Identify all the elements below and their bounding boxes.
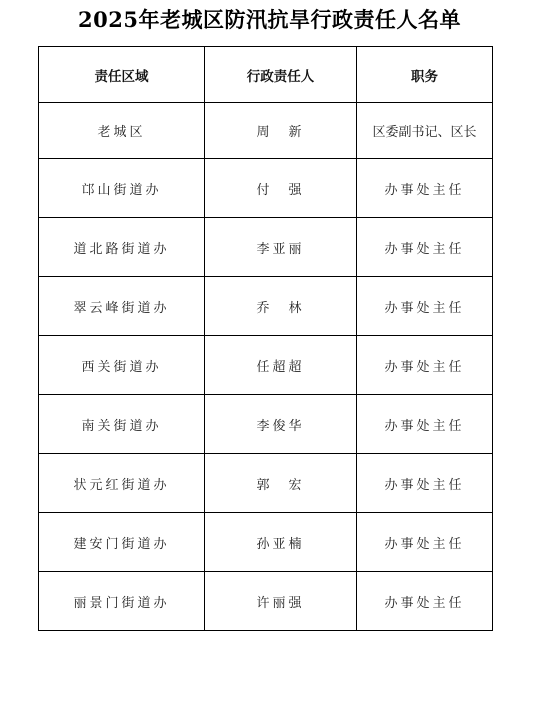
position-cell: 办事处主任 <box>357 277 493 336</box>
region-cell: 丽景门街道办 <box>39 572 205 631</box>
table-row <box>39 159 493 218</box>
region-cell: 状元红街道办 <box>39 454 205 513</box>
position-cell: 办事处主任 <box>357 336 493 395</box>
person-cell: 许丽强 <box>205 572 357 631</box>
person-cell: 郭 宏 <box>205 454 357 513</box>
header-position: 职务 <box>357 47 493 103</box>
header-person: 行政责任人 <box>205 47 357 103</box>
position-cell: 办事处主任 <box>357 513 493 572</box>
person-cell: 周 新 <box>205 103 357 159</box>
region-cell: 老城区 <box>39 103 205 159</box>
table-row <box>39 454 493 513</box>
position-cell: 办事处主任 <box>357 454 493 513</box>
person-cell: 付 强 <box>205 159 357 218</box>
table-header-row <box>39 47 493 103</box>
region-cell: 南关街道办 <box>39 395 205 454</box>
region-cell: 道北路街道办 <box>39 218 205 277</box>
region-cell: 建安门街道办 <box>39 513 205 572</box>
position-cell: 区委副书记、区长 <box>357 103 493 159</box>
person-cell: 孙亚楠 <box>205 513 357 572</box>
region-cell: 邙山街道办 <box>39 159 205 218</box>
person-cell: 李亚丽 <box>205 218 357 277</box>
header-region: 责任区域 <box>39 47 205 103</box>
person-cell: 李俊华 <box>205 395 357 454</box>
region-cell: 翠云峰街道办 <box>39 277 205 336</box>
person-cell: 乔 林 <box>205 277 357 336</box>
table-row <box>39 218 493 277</box>
position-cell: 办事处主任 <box>357 218 493 277</box>
table-row <box>39 277 493 336</box>
table-row <box>39 103 493 159</box>
responsibility-table <box>38 46 493 631</box>
table-row <box>39 395 493 454</box>
person-cell: 任超超 <box>205 336 357 395</box>
position-cell: 办事处主任 <box>357 572 493 631</box>
table-row <box>39 572 493 631</box>
table-row <box>39 513 493 572</box>
position-cell: 办事处主任 <box>357 395 493 454</box>
region-cell: 西关街道办 <box>39 336 205 395</box>
document-title: 2025年老城区防汛抗旱行政责任人名单 <box>78 7 461 32</box>
position-cell: 办事处主任 <box>357 159 493 218</box>
table-row <box>39 336 493 395</box>
